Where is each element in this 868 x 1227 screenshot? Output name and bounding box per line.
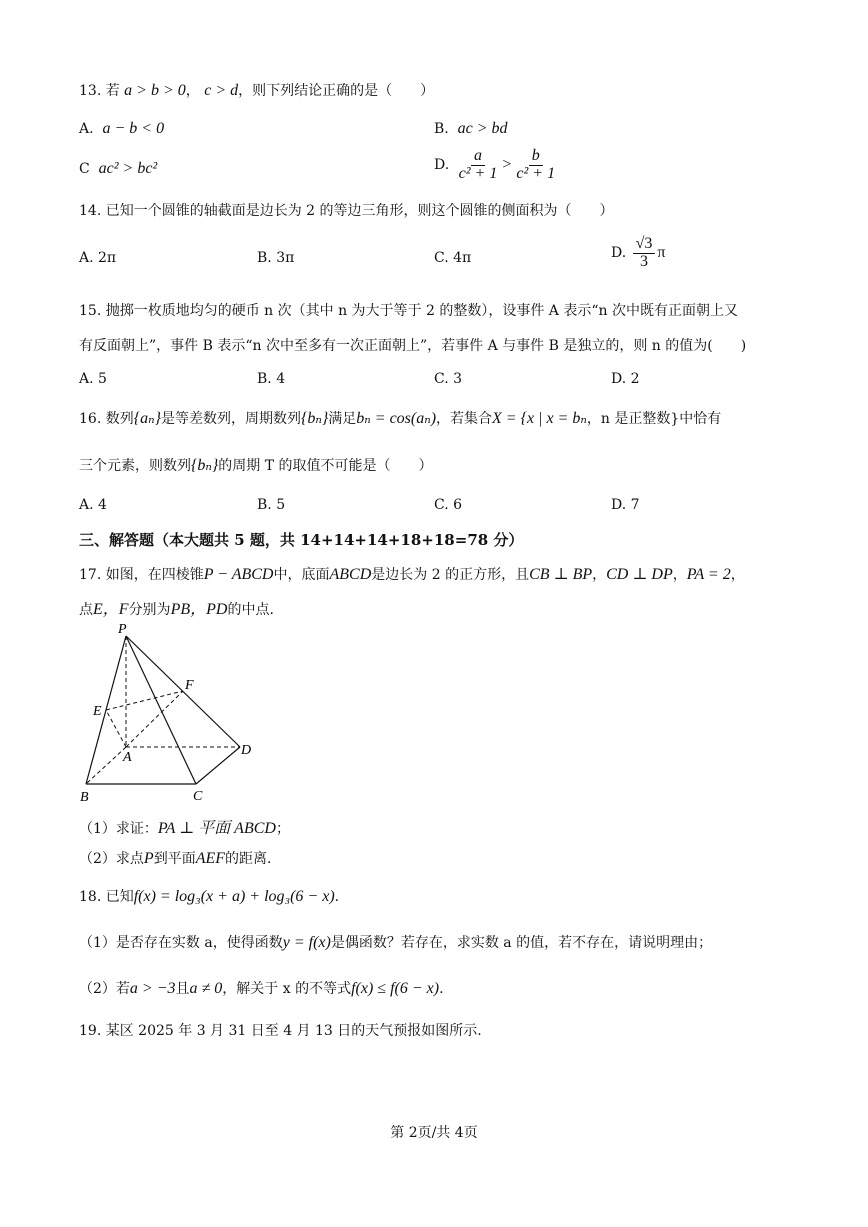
- q15-option-c: C. 3: [434, 371, 463, 387]
- q14-option-a: A. 2π: [79, 250, 117, 266]
- q17-line2: 点E，F分别为PB，PD的中点.: [79, 601, 274, 618]
- q13-cond1: a > b > 0: [124, 82, 186, 99]
- q15-line2: 有反面朝上”，事件 B 表示“n 次中至多有一次正面朝上”，若事件 A 与事件 B 是独立的，则 n 的值为( ): [79, 338, 747, 354]
- q16-option-b: B. 5: [257, 497, 286, 513]
- q14-option-b: B. 3π: [257, 250, 295, 266]
- q18-stem: 18. 已知f(x) = log₃(x + a) + log₃(6 − x).: [79, 888, 340, 905]
- q13-option-d: D. $\frac{a}{\text{c² + 1}}$ > $\frac{b}{\text{c² + 1}}$: [434, 147, 556, 182]
- q16-line1: 16. 数列{aₙ}是等差数列，周期数列{bₙ}满足bₙ = cos(aₙ)，若集合X = {x | x = bₙ，n 是正整数}中恰有: [79, 410, 722, 427]
- q14-option-c: C. 4π: [434, 250, 472, 266]
- q14-option-d: D. $\frac{√3}{3}$ π: [611, 235, 666, 270]
- q13-option-c: C ac² > bc²: [79, 160, 158, 177]
- edge-ab: [86, 747, 126, 784]
- section-3-heading: 三、解答题（本大题共 5 题，共 14+14+14+18+18=78 分）: [79, 531, 524, 549]
- q16-option-d: D. 7: [611, 497, 640, 513]
- q17-line1: 17. 如图，在四棱锥P − ABCD中，底面ABCD是边长为 2 的正方形，且CB ⊥ BP，CD ⊥ DP，PA = 2，: [79, 566, 745, 583]
- q15-option-a: A. 5: [79, 371, 107, 387]
- label-p: P: [118, 622, 127, 637]
- label-a: A: [123, 750, 132, 765]
- q16-line2: 三个元素，则数列{bₙ}的周期 T 的取值不可能是（ ）: [79, 457, 433, 474]
- edge-cd: [196, 747, 240, 784]
- label-e: E: [93, 704, 102, 719]
- q13-option-a: A. a − b < 0: [79, 120, 165, 137]
- q16-option-a: A. 4: [79, 497, 107, 513]
- q16-option-c: C. 6: [434, 497, 463, 513]
- q15-option-b: B. 4: [257, 371, 286, 387]
- q15-line1: 15. 抛掷一枚质地均匀的硬币 n 次（其中 n 为大于等于 2 的整数），设事件 A 表示“n 次中既有正面朝上又: [79, 303, 738, 319]
- label-d: D: [241, 743, 252, 758]
- label-f: F: [185, 678, 194, 693]
- label-b: B: [80, 790, 89, 805]
- q18-sub2: （2）若a > −3且a ≠ 0，解关于 x 的不等式f(x) ≤ f(6 − x).: [79, 980, 444, 997]
- q13-cond2: c > d: [204, 82, 239, 99]
- q13-stem: 13. 若 a > b > 0， c > d，则下列结论正确的是（ ）: [79, 82, 435, 99]
- pyramid-figure: [70, 620, 270, 810]
- q15-option-d: D. 2: [611, 371, 640, 387]
- edge-pc: [126, 636, 196, 784]
- edge-ae: [106, 710, 126, 747]
- q14-stem: 14. 已知一个圆锥的轴截面是边长为 2 的等边三角形，则这个圆锥的侧面积为（ ）: [79, 203, 614, 219]
- q17-sub1: （1）求证：PA ⊥ 平面 ABCD；: [79, 820, 290, 837]
- edge-ef: [106, 691, 183, 710]
- q17-sub2: （2）求点P到平面AEF的距离.: [79, 850, 272, 867]
- page-footer: 第 2页/共 4页: [390, 1125, 478, 1141]
- q19-stem: 19. 某区 2025 年 3 月 31 日至 4 月 13 日的天气预报如图所示.: [79, 1023, 482, 1039]
- label-c: C: [193, 789, 203, 804]
- q13-option-b: B. ac > bd: [434, 120, 508, 137]
- q18-sub1: （1）是否存在实数 a，使得函数y = f(x)是偶函数？若存在，求实数 a 的值，若不存在，请说明理由；: [79, 934, 713, 951]
